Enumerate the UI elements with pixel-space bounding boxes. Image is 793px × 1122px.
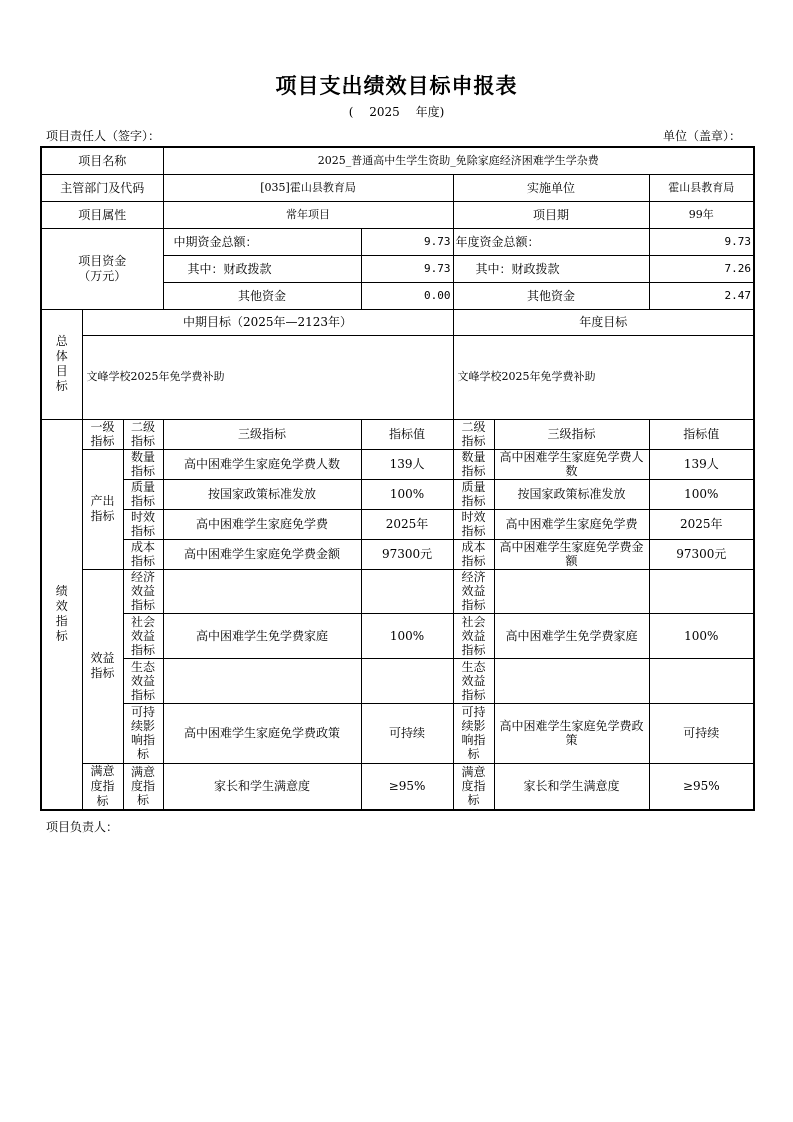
project-attr-label: 项目属性: [41, 201, 163, 228]
indicator-l2: 满意 度指 标: [123, 763, 163, 810]
value-header-annual: 指标值: [649, 419, 754, 449]
indicator-value-annual: [649, 658, 754, 703]
indicator-value: 100%: [361, 479, 453, 509]
indicator-l3-annual: 高中困难学生免学费家庭: [494, 613, 649, 658]
indicator-value: 100%: [361, 613, 453, 658]
indicator-l2-annual: 数量 指标: [453, 449, 494, 479]
impl-unit-label: 实施单位: [453, 174, 649, 201]
output-indicator-label: 产出 指标: [82, 449, 123, 569]
indicator-l3: 高中困难学生家庭免学费金额: [163, 539, 361, 569]
indicator-l2: 成本 指标: [123, 539, 163, 569]
funds-label-line1: 项目资金: [78, 253, 127, 268]
indicator-l2-annual: 社会 效益 指标: [453, 613, 494, 658]
project-name-label: 项目名称: [41, 147, 163, 174]
indicator-l2-annual: 满意 度指 标: [453, 763, 494, 810]
overall-goal-label: 总 体 目 标: [41, 309, 82, 419]
indicator-l2: 可持 续影 响指 标: [123, 703, 163, 763]
year-open: (: [348, 105, 354, 119]
level1-header: 一级 指标: [82, 419, 123, 449]
indicator-l3-annual: 按国家政策标准发放: [494, 479, 649, 509]
indicator-l3-annual: 高中困难学生家庭免学费人数: [494, 449, 649, 479]
indicator-l2: 社会 效益 指标: [123, 613, 163, 658]
indicator-value-annual: [649, 569, 754, 613]
indicator-l2-annual: 可持 续影 响指 标: [453, 703, 494, 763]
indicator-value: ≥95%: [361, 763, 453, 810]
indicator-l2-annual: 生态 效益 指标: [453, 658, 494, 703]
year-total-value: 9.73: [649, 228, 754, 255]
indicator-l3-annual: 高中困难学生家庭免学费政策: [494, 703, 649, 763]
level2-header: 二级 指标: [123, 419, 163, 449]
impl-unit-value: 霍山县教育局: [649, 174, 754, 201]
indicator-l3-annual: 家长和学生满意度: [494, 763, 649, 810]
indicator-l3-annual: [494, 658, 649, 703]
indicator-l2: 经济 效益 指标: [123, 569, 163, 613]
mid-other-value: 0.00: [361, 282, 453, 309]
indicator-l3: [163, 569, 361, 613]
indicator-l2: 生态 效益 指标: [123, 658, 163, 703]
indicator-l3: 高中困难学生家庭免学费人数: [163, 449, 361, 479]
indicator-l3: 按国家政策标准发放: [163, 479, 361, 509]
funds-label: [41, 228, 163, 309]
indicator-l2-annual: 经济 效益 指标: [453, 569, 494, 613]
indicator-l2-annual: 时效 指标: [453, 509, 494, 539]
year-other-label: 其他资金: [453, 282, 649, 309]
indicator-value-annual: 139人: [649, 449, 754, 479]
indicator-l3-annual: 高中困难学生家庭免学费金额: [494, 539, 649, 569]
performance-indicators-label: 绩 效 指 标: [41, 419, 82, 810]
value-header: 指标值: [361, 419, 453, 449]
indicator-value-annual: ≥95%: [649, 763, 754, 810]
project-name-value: 2025_普通高中生学生资助_免除家庭经济困难学生学杂费: [163, 147, 754, 174]
indicator-l2-annual: 质量 指标: [453, 479, 494, 509]
mid-term-goal-header: 中期目标（2025年—2123年）: [82, 309, 453, 335]
indicator-value: 可持续: [361, 703, 453, 763]
indicator-l3: 高中困难学生家庭免学费政策: [163, 703, 361, 763]
annual-goal-text: 文峰学校2025年免学费补助: [453, 335, 754, 419]
project-period-value: 99年: [649, 201, 754, 228]
mid-term-goal-text: 文峰学校2025年免学费补助: [82, 335, 453, 419]
satisfaction-indicator-label: 满意 度指 标: [82, 763, 123, 810]
performance-target-table: [40, 146, 755, 811]
indicator-value-annual: 100%: [649, 613, 754, 658]
level3-header-annual: 三级指标: [494, 419, 649, 449]
project-period-label: 项目期: [453, 201, 649, 228]
mid-total-label: 中期资金总额：: [163, 228, 361, 255]
indicator-l3: [163, 658, 361, 703]
indicator-value: 97300元: [361, 539, 453, 569]
indicator-l3-annual: 高中困难学生家庭免学费: [494, 509, 649, 539]
indicator-value: 139人: [361, 449, 453, 479]
indicator-l3-annual: [494, 569, 649, 613]
report-year: [0, 103, 793, 120]
funds-label-line2: （万元）: [78, 268, 127, 283]
year-fiscal-value: 7.26: [649, 255, 754, 282]
indicator-l2: 质量 指标: [123, 479, 163, 509]
mid-fiscal-label: 其中：财政拨款: [163, 255, 361, 282]
dept-value: [035]霍山县教育局: [163, 174, 453, 201]
annual-goal-header: 年度目标: [453, 309, 754, 335]
responsible-signature-label: 项目责任人（签字）：: [46, 129, 161, 143]
indicator-value: [361, 569, 453, 613]
indicator-value: 2025年: [361, 509, 453, 539]
year-other-value: 2.47: [649, 282, 754, 309]
dept-label: 主管部门及代码: [41, 174, 163, 201]
indicator-value-annual: 97300元: [649, 539, 754, 569]
page-title: 项目支出绩效目标申报表: [275, 73, 518, 98]
indicator-l3: 高中困难学生家庭免学费: [163, 509, 361, 539]
mid-total-value: 9.73: [361, 228, 453, 255]
indicator-value-annual: 100%: [649, 479, 754, 509]
indicator-l3: 家长和学生满意度: [163, 763, 361, 810]
year-value: 2025: [369, 105, 400, 119]
indicator-value-annual: 可持续: [649, 703, 754, 763]
year-total-label: 年度资金总额：: [453, 228, 649, 255]
indicator-l3: 高中困难学生免学费家庭: [163, 613, 361, 658]
indicator-l2: 时效 指标: [123, 509, 163, 539]
unit-seal-label: 单位（盖章）：: [662, 129, 741, 143]
indicator-value-annual: 2025年: [649, 509, 754, 539]
year-fiscal-label: 其中：财政拨款: [453, 255, 649, 282]
project-attr-value: 常年项目: [163, 201, 453, 228]
mid-fiscal-value: 9.73: [361, 255, 453, 282]
level2-header-annual: 二级 指标: [453, 419, 494, 449]
level3-header: 三级指标: [163, 419, 361, 449]
benefit-indicator-label: 效益 指标: [82, 569, 123, 763]
indicator-l2: 数量 指标: [123, 449, 163, 479]
year-suffix: 年度): [415, 105, 445, 119]
indicator-l2-annual: 成本 指标: [453, 539, 494, 569]
indicator-value: [361, 658, 453, 703]
mid-other-label: 其他资金: [163, 282, 361, 309]
project-leader-label: 项目负责人：: [46, 820, 119, 834]
